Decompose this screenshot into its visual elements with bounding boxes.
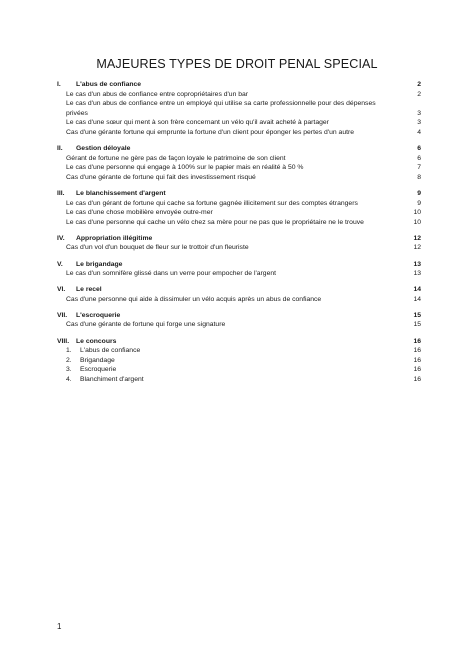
toc-heading-page: 15 [413,311,421,319]
toc-entry [57,218,421,228]
toc-entry-text: Le cas d'une personne qui cache un vélo chez sa mère pour ne pas que le propriétaire ne le trouve [66,218,364,226]
page-number: 1 [57,622,62,631]
toc-entry-text: Cas d'un vol d'un bouquet de fleur sur le trottoir d'un fleuriste [66,244,249,252]
toc-entry-text: Le cas d'une chose mobilière envoyée outre-mer [66,209,213,217]
toc-entry [57,173,421,183]
toc-section [57,189,421,227]
toc-heading [57,189,421,199]
toc-entry-page: 14 [413,295,421,303]
toc-subitem-page: 16 [413,356,421,364]
toc-heading-title: L'escroquerie [76,311,121,319]
toc-heading-page: 14 [413,286,421,294]
toc-section [57,285,421,304]
toc-entry [57,163,421,173]
toc-entry [57,320,421,330]
toc-section [57,144,421,182]
toc-subitem-text: L'abus de confiance [80,347,141,355]
toc-heading [57,260,421,270]
toc-section [57,234,421,253]
toc-entry-page: 7 [417,164,421,172]
toc-entry-text: Gérant de fortune ne gère pas de façon loyale le patrimoine de son client [66,154,286,162]
toc-subitem-page: 16 [413,375,421,383]
toc-subitem-page: 16 [413,366,421,374]
toc-entry-text: Le cas d'un somnifère glissé dans un verre pour empocher de l'argent [66,270,277,278]
toc-entry-text: privées [66,109,88,117]
toc-entry [57,90,421,100]
toc-entry-page: 4 [417,128,421,136]
toc-subitem-number: 4. [66,375,72,383]
toc-heading-page: 16 [413,337,421,345]
toc-heading [57,234,421,244]
toc-entry-text: Le cas d'un gérant de fortune qui cache sa fortune gagnée illicitement sur des comptes étrangers [66,199,358,207]
toc-subitem-number: 2. [66,356,72,364]
toc-subitem [57,365,421,375]
toc-heading-page: 2 [417,81,421,88]
toc-heading-page: 12 [413,234,421,242]
toc-heading-page: 13 [413,260,421,268]
toc-subitem [57,346,421,356]
toc-section [57,311,421,330]
toc-subitem-number: 3. [66,366,72,374]
toc-entry-page: 10 [413,218,421,226]
toc-entry [57,269,421,279]
toc-entry-page: 15 [413,321,421,329]
toc-heading-number: VI. [57,286,66,294]
toc-heading-number: VIII. [57,337,70,345]
toc-entry-page: 3 [417,109,421,117]
toc-heading-number: III. [57,189,65,197]
toc-subitem-text: Escroquerie [80,366,117,374]
toc-entry-page: 10 [413,209,421,217]
toc-heading-title: Le blanchissement d'argent [76,189,166,197]
toc-entry [57,109,421,119]
toc-heading-title: Le brigandage [76,260,123,268]
toc-subitem-text: Blanchiment d'argent [80,375,144,383]
toc-entry-page: 9 [417,199,421,207]
document-title: MAJEURES TYPES DE DROIT PENAL SPECIAL [96,57,378,71]
toc-entry [57,128,421,138]
toc-heading-number: V. [57,260,63,268]
toc-entry [57,208,421,218]
toc-heading-number: II. [57,145,63,153]
toc-subitem-text: Brigandage [80,356,115,364]
toc-entry [57,199,421,209]
toc-entry-page: 3 [417,119,421,127]
toc-entry-text: Le cas d'une personne qui engage à 100% sur le papier mais en réalité à 50 % [66,164,304,172]
toc-entry-page: 8 [417,173,421,181]
toc-entry [57,99,421,109]
toc-entry-text: Le cas d'un abus de confiance entre copropriétaires d'un bar [66,90,249,98]
toc-heading-number: VII. [57,311,68,319]
toc-entry [57,295,421,305]
toc-heading-page: 6 [417,145,421,153]
toc-heading [57,311,421,321]
toc-subitem-number: 1. [66,347,72,355]
toc-entry-text: Cas d'une gérante fortune qui emprunte la fortune d'un client pour éponger les pertes d'un autre [66,128,355,136]
toc-heading [57,337,421,347]
toc-entry-text: Le cas d'une sœur qui ment à son frère concernant un vélo qu'il avait acheté à partager [66,119,329,127]
toc-section [57,260,421,279]
toc-heading-title: Le concours [76,337,117,345]
toc-heading-title: Le recel [76,286,102,294]
toc-entry [57,118,421,128]
toc-heading [57,144,421,154]
toc-entry-page: 2 [417,90,421,98]
toc-entry-page: 6 [417,154,421,162]
toc-subitem [57,356,421,366]
toc-heading [57,285,421,295]
toc-section [57,337,421,385]
toc-heading [57,80,421,90]
toc-subitem-page: 16 [413,347,421,355]
toc-heading-title: Appropriation illégitime [76,234,153,242]
toc-entry-text: Cas d'une personne qui aide à dissimuler un vélo acquis après un abus de confiance [66,295,322,303]
toc-heading-title: L'abus de confiance [76,81,142,88]
toc-entry-page: 13 [413,270,421,278]
table-of-contents [57,80,421,391]
toc-heading-number: I. [57,81,61,88]
toc-section [57,80,421,138]
toc-entry-text: Cas d'une gérante de fortune qui forge une signature [66,321,226,329]
toc-entry-text: Le cas d'un abus de confiance entre un employé qui utilise sa carte professionnelle pour des dépenses [66,100,376,108]
toc-entry [57,243,421,253]
toc-heading-title: Gestion déloyale [76,145,131,153]
toc-heading-page: 9 [417,189,421,197]
toc-entry-page: 12 [413,244,421,252]
toc-entry-text: Cas d'une gérante de fortune qui fait des investissement risqué [66,173,256,181]
toc-entry [57,154,421,164]
toc-subitem [57,375,421,385]
toc-heading-number: IV. [57,234,65,242]
